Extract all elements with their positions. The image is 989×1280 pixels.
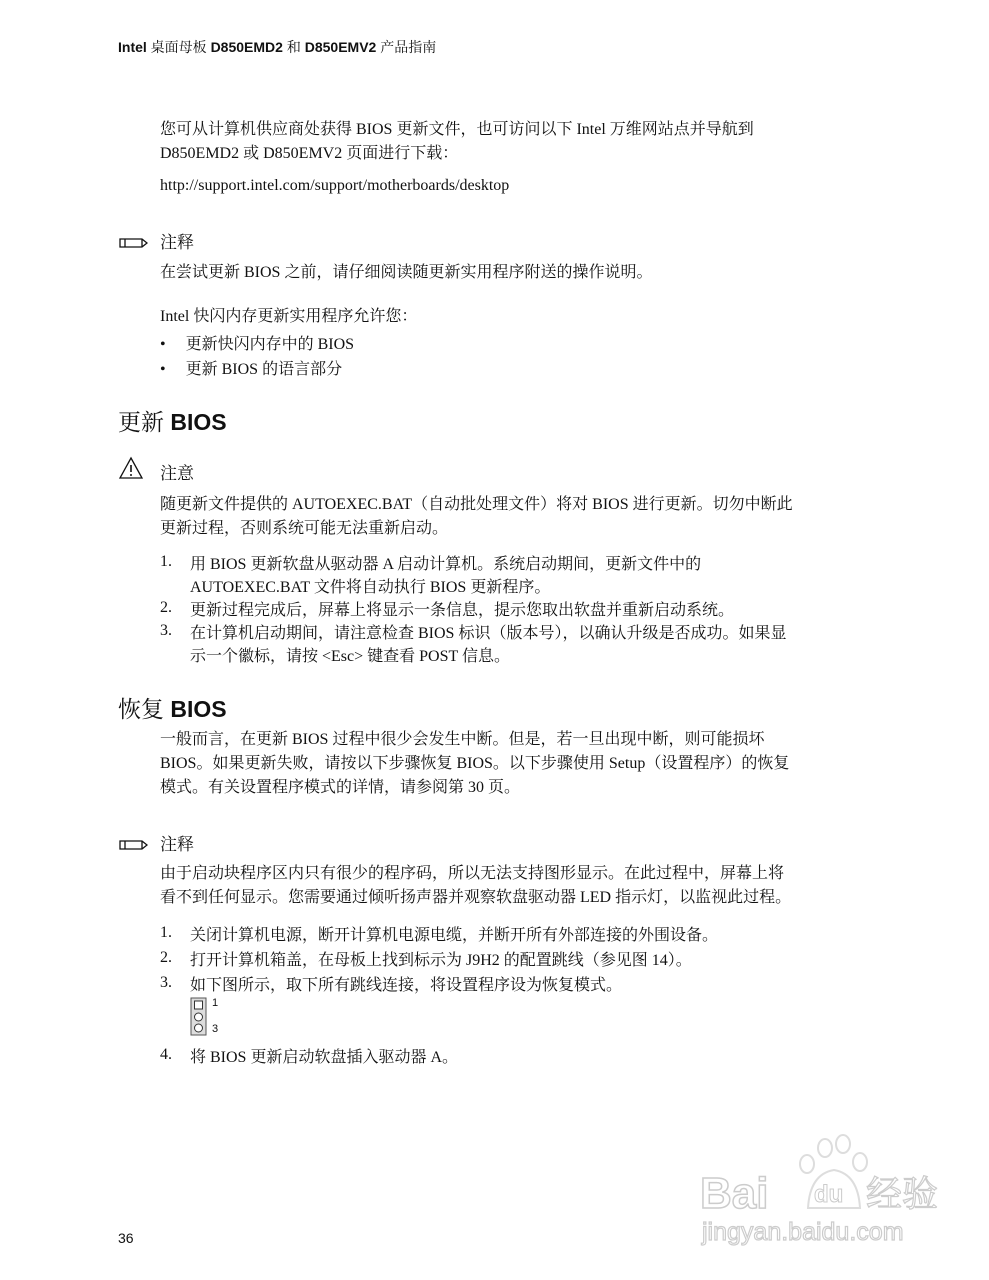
note-text: 由于启动块程序区内只有很少的程序码，所以无法支持图形显示。在此过程中，屏幕上将 看不到任何显示。您需要通过倾听扬声器并观察软盘驱动器 LED 指示灯，以监视此过程。 bbox=[160, 865, 792, 906]
list-item: 2. 打开计算机箱盖，在母板上找到标示为 J9H2 的配置跳线（参见图 14）。 bbox=[160, 949, 692, 969]
note-text: 在尝试更新 BIOS 之前，请仔细阅读随更新实用程序附送的操作说明。 bbox=[160, 264, 653, 281]
pencil-note-icon bbox=[118, 236, 148, 250]
section-heading-recover-bios: 恢复 BIOS bbox=[118, 696, 227, 722]
list-item: 4. 将 BIOS 更新启动软盘插入驱动器 A。 bbox=[160, 1046, 459, 1066]
page-number: 36 bbox=[118, 1230, 134, 1246]
svg-text:jingyan.baidu.com: jingyan.baidu.com bbox=[702, 1218, 904, 1246]
section-heading-update-bios: 更新 BIOS bbox=[118, 409, 227, 435]
list-item: • 更新快闪内存中的 BIOS bbox=[160, 336, 355, 353]
recover-steps bbox=[0, 924, 989, 999]
list-item: 1. 用 BIOS 更新软盘从驱动器 A 启动计算机。系统启动期间，更新文件中的 AUTOEXEC.BAT 文件将自动执行 BIOS 更新程序。 bbox=[160, 553, 702, 596]
warning-triangle-icon bbox=[118, 456, 144, 480]
caution-text: 随更新文件提供的 AUTOEXEC.BAT（自动批处理文件）将对 BIOS 进行更新。切勿中断此 更新过程，否则系统可能无法重新启动。 bbox=[160, 496, 793, 537]
svg-text:Bai: Bai bbox=[700, 1169, 769, 1218]
caution-label: 注意 bbox=[160, 464, 194, 483]
pencil-note-icon bbox=[118, 838, 148, 852]
update-steps bbox=[0, 553, 989, 668]
list-item: 2. 更新过程完成后，屏幕上将显示一条信息，提示您取出软盘并重新启动系统。 bbox=[160, 599, 735, 619]
support-url[interactable]: http://support.intel.com/support/motherboards/desktop bbox=[160, 177, 510, 194]
intro-paragraph: 您可从计算机供应商处获得 BIOS 更新文件，也可访问以下 Intel 万维网站点并导航到 D850EMD2 或 D850EMV2 页面进行下载： bbox=[160, 121, 754, 162]
recover-paragraph: 一般而言，在更新 BIOS 过程中很少会发生中断。但是，若一旦出现中断，则可能损坏 BIOS。如果更新失败，请按以下步骤恢复 BIOS。以下步骤使用 Setup（设置程序）的恢复 模式。有关设置程序模式的详情，请参阅第 30 页。 bbox=[160, 731, 790, 796]
pin-label-1: 1 bbox=[212, 997, 219, 1009]
jumper-diagram bbox=[190, 997, 219, 1042]
baidu-watermark-logo bbox=[700, 1130, 960, 1250]
list-item: 1. 关闭计算机电源，断开计算机电源电缆，并断开所有外部连接的外围设备。 bbox=[160, 924, 719, 944]
list-item: 3. 如下图所示，取下所有跳线连接，将设置程序设为恢复模式。 bbox=[160, 974, 623, 994]
pin-label-3: 3 bbox=[212, 1023, 219, 1035]
svg-text:经验: 经验 bbox=[866, 1174, 939, 1215]
list-item: • 更新 BIOS 的语言部分 bbox=[160, 361, 343, 378]
svg-text:du: du bbox=[814, 1181, 844, 1208]
bullet-list bbox=[160, 332, 354, 382]
note-label: 注释 bbox=[160, 835, 194, 854]
note-label: 注释 bbox=[160, 233, 194, 252]
utility-intro: Intel 快闪内存更新实用程序允许您： bbox=[160, 308, 418, 325]
running-header: Intel 桌面母板 D850EMD2 和 D850EMV2 产品指南 bbox=[118, 39, 437, 55]
jumper-block-icon bbox=[190, 997, 208, 1037]
list-item: 3. 在计算机启动期间，请注意检查 BIOS 标识（版本号），以确认升级是否成功。如果显 示一个徽标，请按 <Esc> 键查看 POST 信息。 bbox=[160, 622, 787, 665]
